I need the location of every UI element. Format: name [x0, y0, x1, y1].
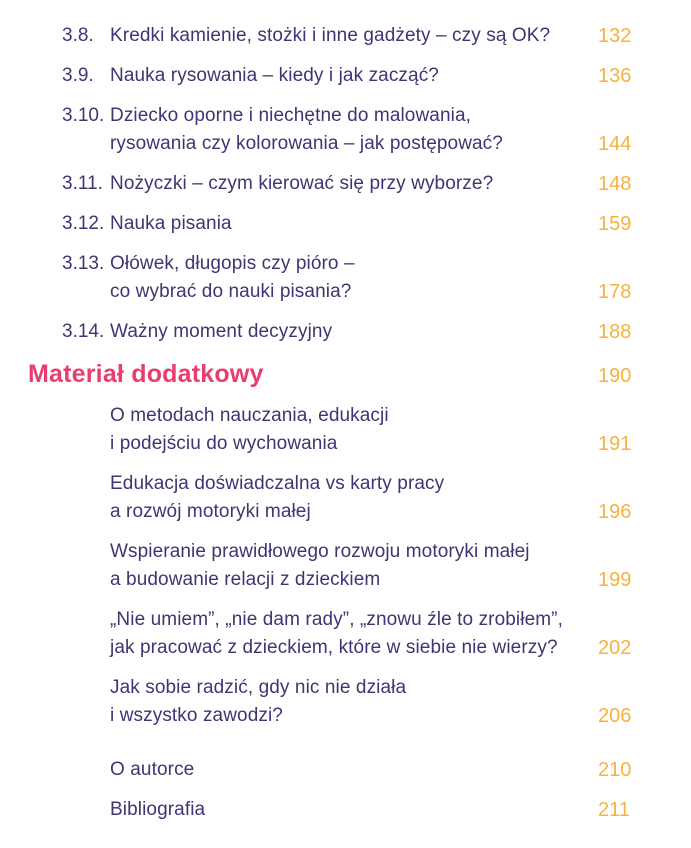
toc-list	[0, 22, 691, 824]
toc-entry	[0, 62, 691, 90]
toc-entry-title-line: O autorce	[110, 759, 195, 780]
toc-entry-title	[110, 102, 598, 158]
toc-entry-title	[110, 756, 598, 784]
toc-entry-page-number: 199	[598, 569, 632, 591]
toc-entry-page-number: 191	[598, 433, 632, 455]
toc-entry	[0, 538, 691, 594]
toc-entry-page-number: 188	[598, 321, 632, 343]
toc-entry-title	[28, 358, 598, 390]
toc-entry-title	[110, 210, 598, 238]
toc-entry-title-line: co wybrać do nauki pisania?	[110, 281, 352, 302]
toc-entry-title-line: Ołówek, długopis czy pióro –	[110, 253, 355, 274]
toc-entry-title-line: „Nie umiem”, „nie dam rady”, „znowu źle to zrobiłem”,	[110, 609, 563, 630]
toc-entry-page-number: 210	[598, 759, 632, 781]
toc-entry	[0, 756, 691, 784]
toc-entry-title-line: Bibliografia	[110, 799, 206, 820]
toc-entry	[0, 22, 691, 50]
toc-entry-page-number: 206	[598, 705, 632, 727]
toc-entry-title	[110, 796, 598, 824]
toc-entry	[0, 102, 691, 158]
toc-entry	[0, 210, 691, 238]
toc-entry	[0, 674, 691, 730]
toc-entry-page-number: 202	[598, 637, 632, 659]
toc-entry-number: 3.9.	[62, 65, 94, 86]
toc-entry	[0, 170, 691, 198]
toc-entry-title	[110, 22, 598, 50]
toc-entry-title-line: Kredki kamienie, stożki i inne gadżety – czy są OK?	[110, 25, 551, 46]
toc-entry-title	[110, 674, 598, 730]
toc-entry-number: 3.8.	[62, 25, 94, 46]
toc-entry-title-line: Dziecko oporne i niechętne do malowania,	[110, 105, 471, 126]
toc-entry-number: 3.13.	[62, 253, 105, 274]
toc-entry-page-number: 190	[598, 365, 632, 387]
toc-entry-title	[110, 470, 598, 526]
toc-entry	[0, 318, 691, 346]
toc-entry-title	[110, 402, 598, 458]
toc-entry-title-line: Materiał dodatkowy	[28, 360, 264, 388]
toc-entry	[0, 796, 691, 824]
toc-entry-number: 3.10.	[62, 105, 105, 126]
toc-entry-title	[110, 318, 598, 346]
toc-entry-page-number: 159	[598, 213, 632, 235]
toc-entry	[0, 402, 691, 458]
toc-entry-page-number: 136	[598, 65, 632, 87]
toc-entry-title	[110, 250, 598, 306]
toc-entry-title-line: Wspieranie prawidłowego rozwoju motoryki małej	[110, 541, 530, 562]
toc-entry	[0, 470, 691, 526]
toc-entry	[0, 250, 691, 306]
toc-entry	[0, 358, 691, 390]
toc-entry-title-line: Nauka pisania	[110, 213, 232, 234]
toc-entry-page-number: 196	[598, 501, 632, 523]
toc-entry-number: 3.14.	[62, 321, 105, 342]
toc-entry-title-line: Ważny moment decyzyjny	[110, 321, 333, 342]
toc-entry-title	[110, 606, 598, 662]
toc-entry-title-line: Nożyczki – czym kierować się przy wyborze?	[110, 173, 494, 194]
toc-entry-title	[110, 62, 598, 90]
toc-entry-title-line: Jak sobie radzić, gdy nic nie działa	[110, 677, 407, 698]
toc-entry-number: 3.12.	[62, 213, 105, 234]
toc-entry-page-number: 132	[598, 25, 632, 47]
toc-entry-title-line: Nauka rysowania – kiedy i jak zacząć?	[110, 65, 439, 86]
toc-entry-title-line: i podejściu do wychowania	[110, 433, 338, 454]
toc-entry-page-number: 148	[598, 173, 632, 195]
toc-entry-title-line: rysowania czy kolorowania – jak postępować?	[110, 133, 503, 154]
toc-entry-title-line: a rozwój motoryki małej	[110, 501, 311, 522]
toc-entry-number: 3.11.	[62, 173, 103, 194]
toc-entry-title	[110, 170, 598, 198]
toc-entry-title-line: jak pracować z dzieckiem, które w siebie nie wierzy?	[110, 637, 558, 658]
toc-entry-page-number: 178	[598, 281, 632, 303]
toc-entry-title-line: O metodach nauczania, edukacji	[110, 405, 389, 426]
toc-entry-page-number: 211	[598, 799, 630, 821]
toc-entry-title-line: i wszystko zawodzi?	[110, 705, 283, 726]
toc-entry-page-number: 144	[598, 133, 632, 155]
toc-entry	[0, 606, 691, 662]
toc-entry-title-line: Edukacja doświadczalna vs karty pracy	[110, 473, 445, 494]
toc-entry-title-line: a budowanie relacji z dzieckiem	[110, 569, 381, 590]
toc-entry-title	[110, 538, 598, 594]
